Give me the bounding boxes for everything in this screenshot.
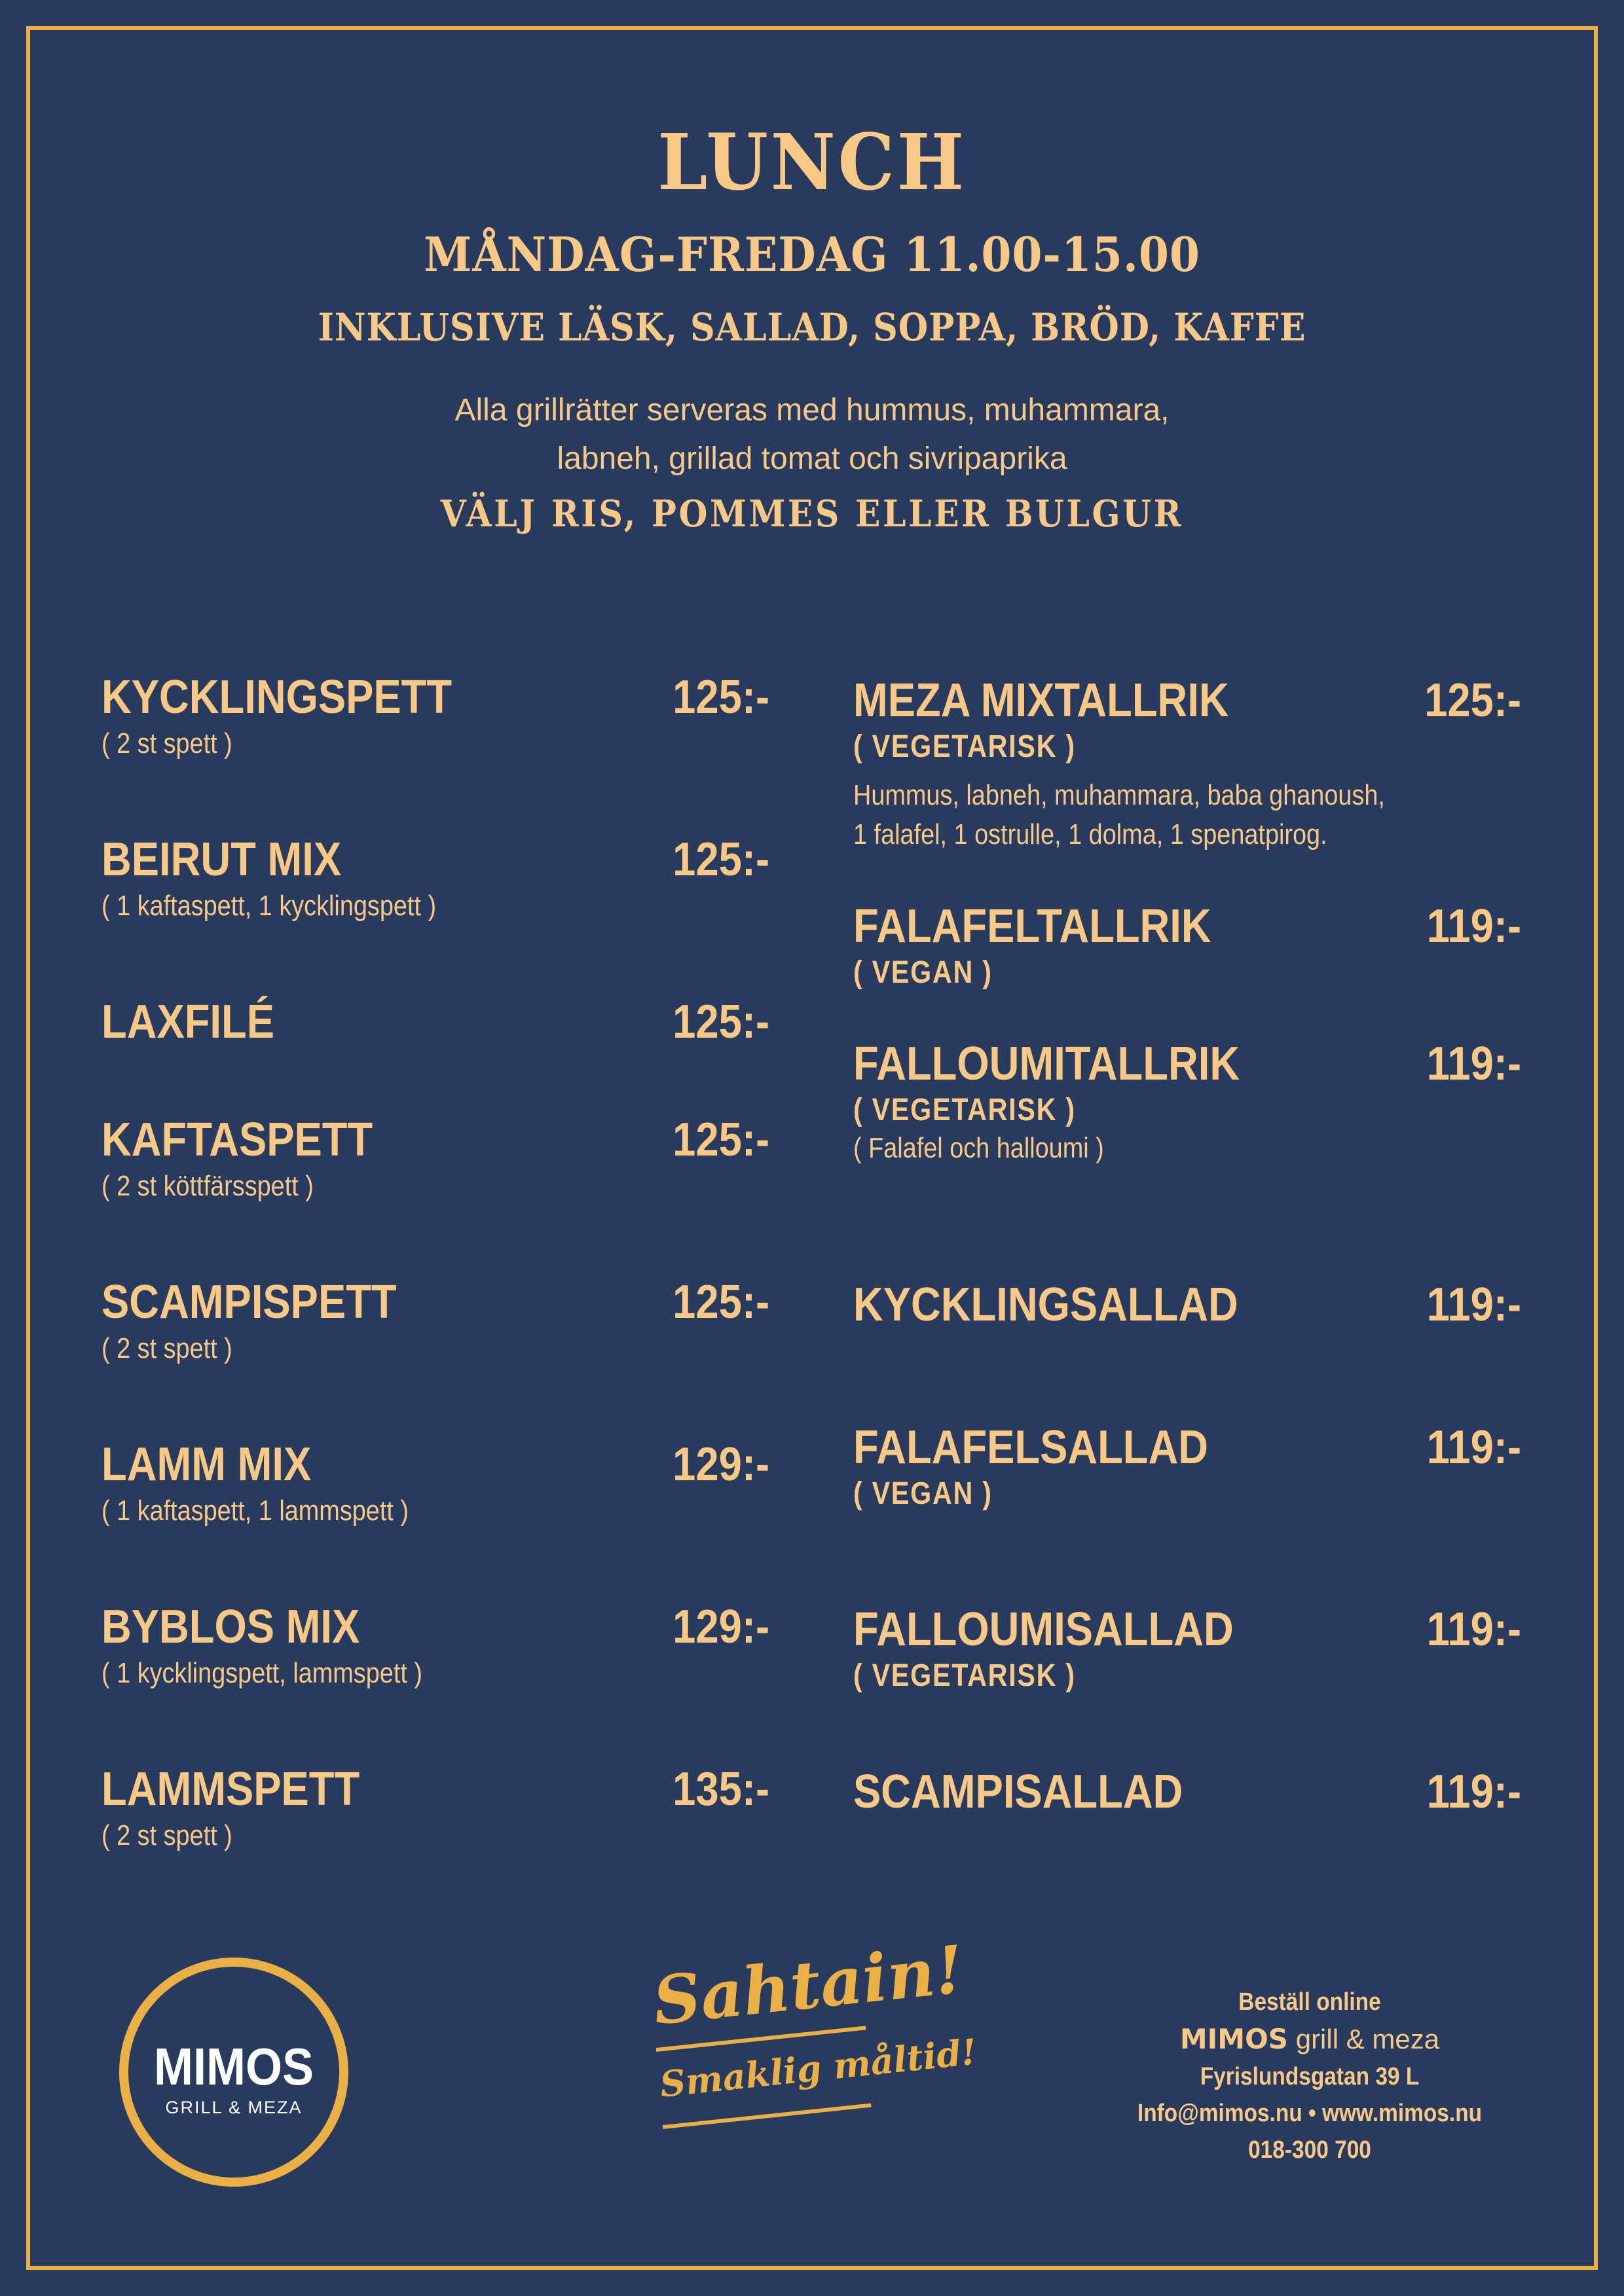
grill-description xyxy=(0,386,1624,483)
item-note: ( 2 st spett ) xyxy=(101,1819,232,1851)
contact-block xyxy=(1113,1984,1506,2168)
item-name: FALAFELTALLRIK xyxy=(853,900,1211,953)
menu-title: LUNCH xyxy=(657,117,967,208)
item-name: BEIRUT MIX xyxy=(101,833,342,886)
item-description: 1 falafel, 1 ostrulle, 1 dolma, 1 spenatpirog. xyxy=(853,818,1327,850)
item-price: 129:- xyxy=(673,1438,769,1491)
item-price: 135:- xyxy=(673,1763,769,1815)
order-online-label: Beställ online xyxy=(1238,1988,1381,2016)
side-choice: VÄLJ RIS, POMMES ELLER BULGUR xyxy=(440,492,1184,536)
item-diet-tag: ( VEGETARISK ) xyxy=(853,1093,1076,1127)
item-name: KAFTASPETT xyxy=(101,1114,373,1166)
item-price: 125:- xyxy=(1424,674,1521,727)
email-and-website[interactable]: Info@mimos.nu • www.mimos.nu xyxy=(1137,2100,1483,2127)
item-name: SCAMPISALLAD xyxy=(853,1766,1183,1818)
item-name: LAMMSPETT xyxy=(101,1763,360,1815)
item-note: ( 2 st köttfärsspett ) xyxy=(101,1170,314,1202)
grill-description-line: labneh, grillad tomat och sivripaprika xyxy=(557,441,1067,476)
item-name: KYCKLINGSALLAD xyxy=(853,1279,1238,1331)
item-name: KYCKLINGSPETT xyxy=(101,671,452,723)
item-name: LAXFILÉ xyxy=(101,996,274,1048)
item-price: 125:- xyxy=(673,1114,769,1166)
item-price: 119:- xyxy=(1426,1421,1521,1474)
item-name: SCAMPISPETT xyxy=(101,1276,397,1328)
address: Fyrislundsgatan 39 L xyxy=(1200,2063,1420,2090)
logo-subtitle: GRILL & MEZA xyxy=(165,2098,303,2117)
item-diet-tag: ( VEGAN ) xyxy=(853,955,993,990)
grill-description-line: Alla grillrätter serveras med hummus, muhammara, xyxy=(454,393,1170,428)
slogan-smaklig-maltid: Smaklig måltid! xyxy=(657,2030,979,2105)
opening-hours: MÅNDAG-FREDAG 11.00-15.00 xyxy=(424,227,1200,282)
item-price: 119:- xyxy=(1426,1038,1521,1090)
item-description: Hummus, labneh, muhammara, baba ghanoush, xyxy=(853,779,1385,811)
item-price: 125:- xyxy=(673,1276,769,1328)
item-diet-tag: ( VEGAN ) xyxy=(853,1476,993,1511)
item-diet-tag: ( VEGETARISK ) xyxy=(853,729,1076,764)
item-price: 125:- xyxy=(673,671,769,723)
item-diet-tag: ( VEGETARISK ) xyxy=(853,1658,1076,1693)
item-price: 125:- xyxy=(673,996,769,1048)
item-name: BYBLOS MIX xyxy=(101,1601,360,1653)
logo-brand: MIMOS xyxy=(154,2037,314,2096)
contact-brand-name: MIMOS xyxy=(1179,2023,1289,2055)
item-name: LAMM MIX xyxy=(101,1438,312,1491)
slogan-sahtain: Sahtain! xyxy=(649,1930,967,2040)
item-note: ( 1 kaftaspett, 1 lammspett ) xyxy=(101,1495,409,1527)
item-name: FALLOUMISALLAD xyxy=(853,1603,1234,1656)
item-price: 119:- xyxy=(1426,1766,1521,1818)
contact-brand xyxy=(1113,2020,1506,2058)
included-items: INKLUSIVE LÄSK, SALLAD, SOPPA, BRÖD, KAFFE xyxy=(318,305,1306,350)
phone-number[interactable]: 018-300 700 xyxy=(1248,2136,1371,2164)
item-note: ( 2 st spett ) xyxy=(101,727,232,759)
item-price: 119:- xyxy=(1426,1279,1521,1331)
item-price: 119:- xyxy=(1426,1603,1521,1656)
item-name: FALLOUMITALLRIK xyxy=(853,1038,1240,1090)
item-note: ( 1 kycklingspett, lammspett ) xyxy=(101,1657,422,1689)
item-note: ( 1 kaftaspett, 1 kycklingspett ) xyxy=(101,890,437,922)
item-price: 125:- xyxy=(673,833,769,886)
item-price: 129:- xyxy=(673,1601,769,1653)
item-note: ( 2 st spett ) xyxy=(101,1332,232,1364)
item-price: 119:- xyxy=(1426,900,1521,953)
item-name: FALAFELSALLAD xyxy=(853,1421,1209,1474)
mimos-logo xyxy=(119,1958,348,2187)
contact-brand-tagline: grill & meza xyxy=(1288,2024,1440,2054)
item-name: MEZA MIXTALLRIK xyxy=(853,674,1229,727)
item-note: ( Falafel och halloumi ) xyxy=(853,1132,1104,1164)
